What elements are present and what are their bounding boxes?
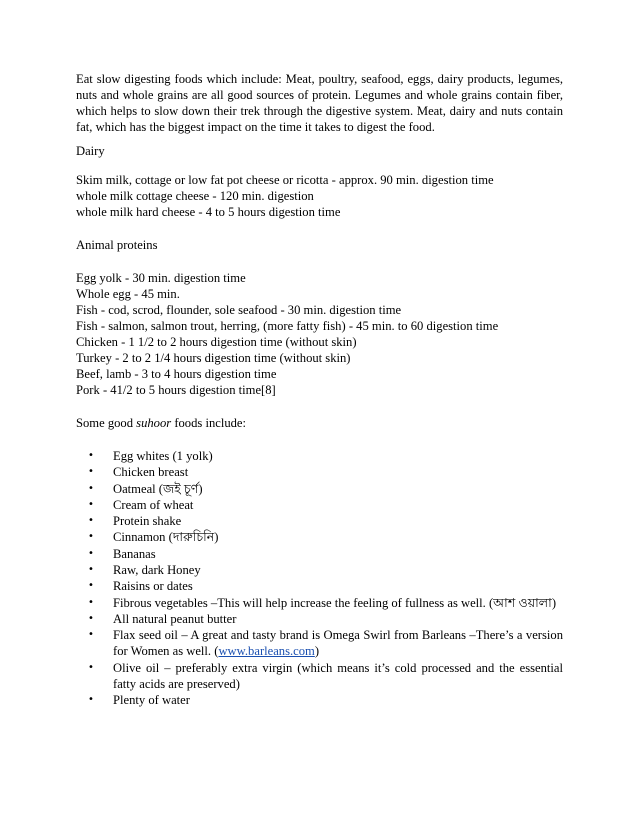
list-item <box>76 546 563 562</box>
animal-line: Fish - salmon, salmon trout, herring, (more fatty fish) - 45 min. to 60 digestion time <box>76 319 499 333</box>
animal-line: Chicken - 1 1/2 to 2 hours digestion time (without skin) <box>76 335 357 349</box>
list-item <box>76 692 563 708</box>
bullet-icon: • <box>88 580 94 592</box>
list-item-text: Raisins or dates <box>113 579 193 594</box>
bullet-icon: • <box>88 596 94 608</box>
bullet-icon: • <box>88 612 94 624</box>
list-item-text: Protein shake <box>113 514 182 529</box>
list-item <box>76 497 563 513</box>
bullet-icon: • <box>88 564 94 576</box>
bullet-icon: • <box>88 693 94 705</box>
list-item-text: Chicken breast <box>113 465 189 480</box>
list-item-text: Egg whites (1 yolk) <box>113 449 213 463</box>
animal-proteins-heading: Animal proteins <box>76 238 158 252</box>
list-item-text: Raw, dark Honey <box>113 563 201 578</box>
animal-line: Turkey - 2 to 2 1/4 hours digestion time (without skin) <box>76 351 351 365</box>
animal-line: Egg yolk - 30 min. digestion time <box>76 271 246 285</box>
list-item-text: All natural peanut butter <box>113 611 237 626</box>
list-item <box>76 611 563 627</box>
dairy-heading: Dairy <box>76 144 105 158</box>
list-item-text: Plenty of water <box>113 692 190 707</box>
bullet-icon: • <box>88 515 94 527</box>
list-item <box>76 578 563 594</box>
bullet-icon: • <box>88 661 94 673</box>
suhoor-intro <box>76 415 563 431</box>
list-item-text: Bananas <box>113 546 156 561</box>
animal-line: Fish - cod, scrod, flounder, sole seafood - 30 min. digestion time <box>76 303 402 317</box>
dairy-line: Skim milk, cottage or low fat pot cheese or ricotta - approx. 90 min. digestion time <box>76 173 494 187</box>
bullet-icon: • <box>88 482 94 494</box>
bullet-icon: • <box>88 466 94 478</box>
barleans-link[interactable]: www.barleans.com <box>218 644 315 659</box>
bullet-icon: • <box>88 629 94 641</box>
list-item-text: Fibrous vegetables –This will help increase the feeling of fullness as well. (আশ ওয়ালা) <box>113 595 557 610</box>
list-item <box>76 562 563 578</box>
list-item <box>76 448 563 464</box>
suhoor-intro-pre: Some good <box>76 416 137 430</box>
list-item-text: Cream of wheat <box>113 497 194 512</box>
list-item <box>76 627 563 659</box>
list-item <box>76 660 563 692</box>
list-item-text: Cinnamon (দারুচিনি) <box>113 530 219 545</box>
bullet-icon: • <box>88 498 94 510</box>
bullet-icon: • <box>88 531 94 543</box>
list-item <box>76 529 563 545</box>
suhoor-food-list <box>76 448 563 708</box>
bullet-icon: • <box>88 547 94 559</box>
document-page <box>76 71 563 708</box>
list-item <box>76 595 563 611</box>
list-item-text: Oatmeal (জই চূর্ণ) <box>113 481 203 496</box>
bullet-icon: • <box>88 450 94 461</box>
dairy-line: whole milk cottage cheese - 120 min. digestion <box>76 189 314 203</box>
flax-text-post: ) <box>314 644 320 659</box>
list-item <box>76 464 563 480</box>
intro-paragraph: Eat slow digesting foods which include: Meat, poultry, seafood, eggs, dairy products, legumes, nuts and whole grains are all good sources of protein. Legumes and whole grains contain fiber, which helps to slow down their trek through the digestive system. Meat, dairy and nuts contain fat, which has the biggest impact on the time it takes to digest the food. <box>76 72 563 134</box>
flax-text-pre: Flax seed oil – A great and tasty brand is Omega Swirl from Barleans –There’s a version for Women as well. ( <box>113 628 563 659</box>
animal-line: Beef, lamb - 3 to 4 hours digestion time <box>76 367 277 381</box>
list-item <box>76 481 563 497</box>
dairy-line: whole milk hard cheese - 4 to 5 hours digestion time <box>76 205 341 219</box>
suhoor-term: suhoor <box>136 416 172 430</box>
list-item <box>76 513 563 529</box>
animal-line: Pork - 41/2 to 5 hours digestion time[8] <box>76 383 276 397</box>
list-item-text: Olive oil – preferably extra virgin (which means it’s cold processed and the essential fatty acids are preserved) <box>113 660 563 691</box>
animal-line: Whole egg - 45 min. <box>76 287 180 301</box>
suhoor-intro-post: foods include: <box>171 416 247 430</box>
